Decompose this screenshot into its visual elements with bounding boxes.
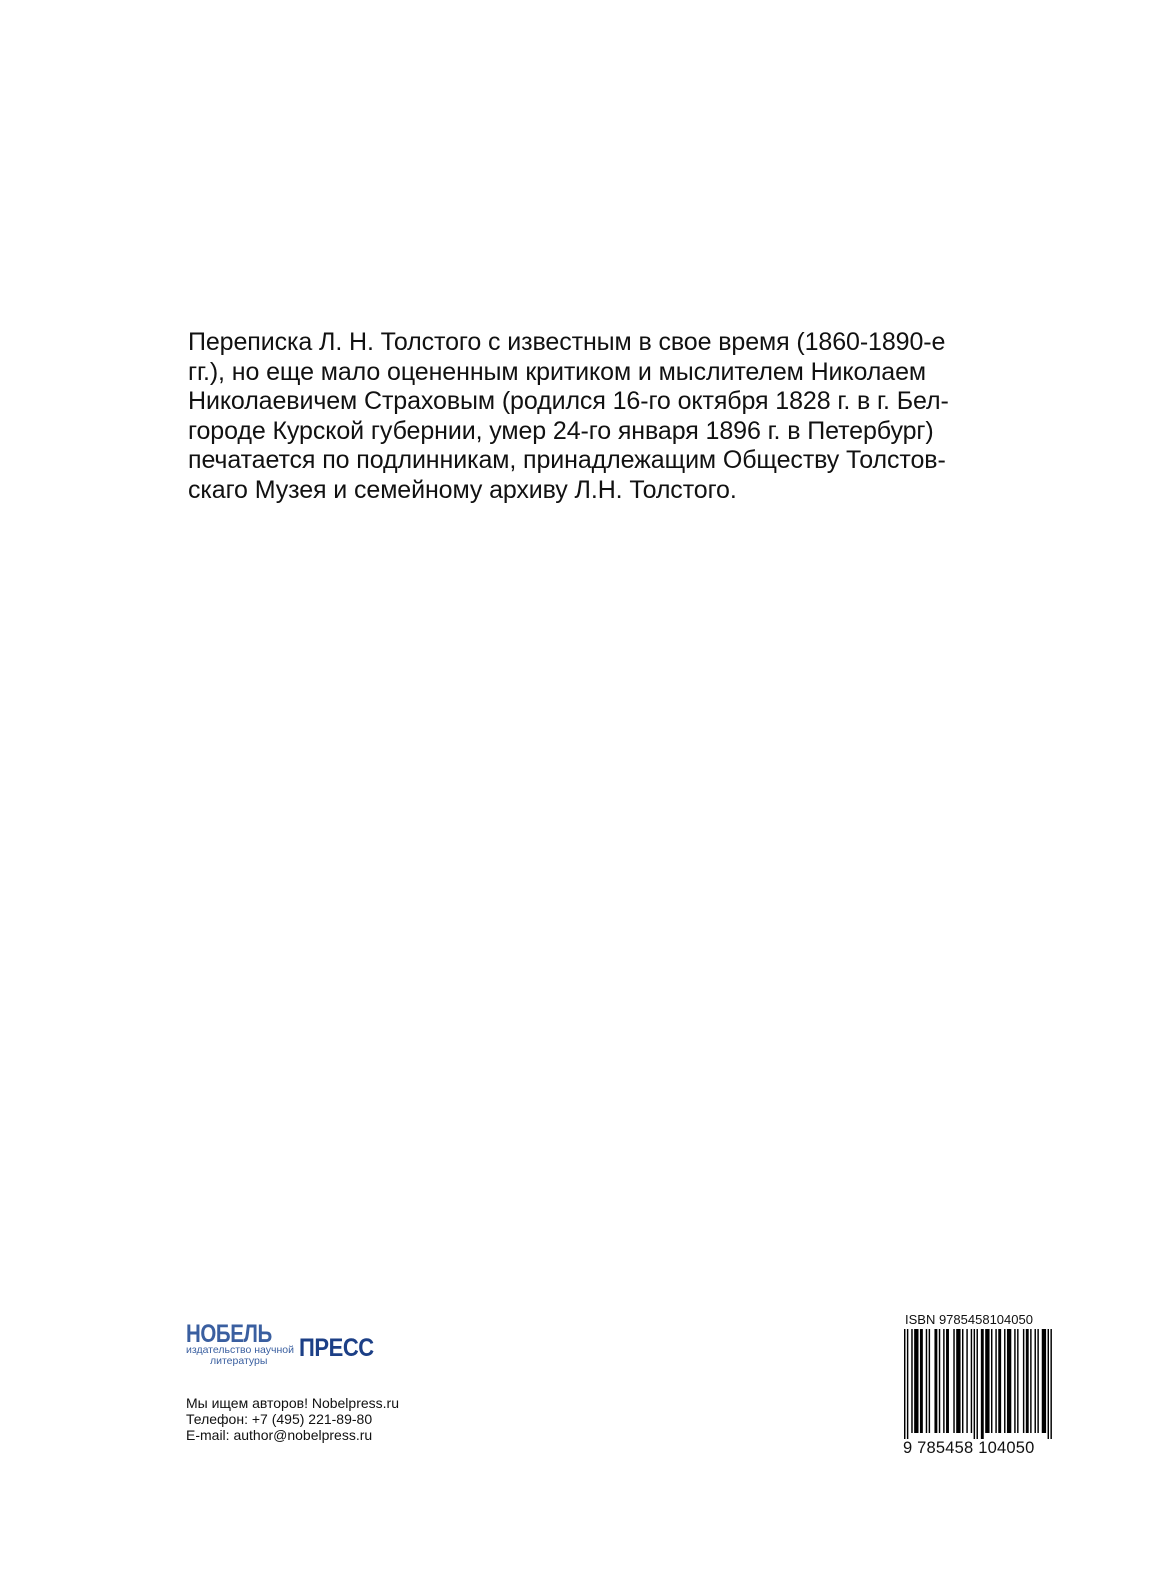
barcode-bar xyxy=(953,1329,954,1433)
barcode-bar xyxy=(991,1329,992,1433)
contact-authors-line: Мы ищем авторов! Nobelpress.ru xyxy=(186,1395,399,1411)
contact-email-line: E-mail: author@nobelpress.ru xyxy=(186,1427,373,1443)
publisher-logo xyxy=(186,1320,416,1366)
contact-phone-line: Телефон: +7 (495) 221-89-80 xyxy=(186,1411,373,1427)
barcode-bar xyxy=(926,1329,927,1433)
barcode-bar xyxy=(1023,1329,1024,1433)
description-line: гг.), но еще мало оцененным критиком и мыслителем Николаем xyxy=(188,357,926,386)
barcode-bar xyxy=(946,1329,949,1433)
barcode-bar xyxy=(1050,1329,1051,1439)
barcode-bar xyxy=(1037,1329,1038,1433)
description-line: скаго Музея и семейному архиву Л.Н. Толстого. xyxy=(188,475,737,504)
barcode-bar xyxy=(934,1329,937,1433)
barcode-bar xyxy=(971,1329,972,1433)
barcode-bar xyxy=(985,1329,989,1433)
barcode-bar xyxy=(995,1329,996,1433)
barcode-bar xyxy=(981,1329,984,1439)
description-line: Переписка Л. Н. Толстого с известным в свое время (1860-1890-е xyxy=(188,328,946,356)
barcode-digits: 9 785458 104050 xyxy=(903,1439,1058,1457)
barcode-bar xyxy=(977,1329,978,1439)
publisher-contacts xyxy=(186,1395,399,1443)
barcode-bar xyxy=(1042,1329,1046,1433)
barcode-bar xyxy=(907,1329,908,1439)
barcode-bar xyxy=(998,1329,1001,1433)
barcode-bar xyxy=(929,1329,930,1433)
barcode-bar xyxy=(1014,1329,1015,1433)
barcode-bar xyxy=(966,1329,967,1433)
barcode-bar xyxy=(904,1329,905,1439)
barcode-bar xyxy=(939,1329,940,1433)
barcode-bar xyxy=(1007,1329,1011,1433)
isbn-label: ISBN 9785458104050 xyxy=(905,1312,1033,1327)
barcode-bar xyxy=(914,1329,918,1433)
barcode-bar xyxy=(943,1329,944,1433)
logo-name-part1: НОБЕЛЬ xyxy=(186,1320,272,1348)
barcode-bar xyxy=(1030,1329,1031,1433)
barcode-bar xyxy=(956,1329,960,1433)
barcode-bar xyxy=(962,1329,963,1433)
isbn-barcode-block xyxy=(903,1312,1058,1457)
barcode-bar xyxy=(1048,1329,1049,1439)
barcode xyxy=(903,1329,1055,1439)
description-line: Николаевичем Страховым (родился 16-го октября 1828 г. в г. Бел- xyxy=(188,387,949,415)
barcode-bar xyxy=(911,1329,912,1433)
logo-name-part2: ПРЕСС xyxy=(299,1334,374,1362)
barcode-bar xyxy=(1017,1329,1018,1433)
barcode-bar xyxy=(1026,1329,1029,1433)
barcode-bar xyxy=(920,1329,923,1433)
barcode-bar xyxy=(1004,1329,1005,1433)
barcode-bar xyxy=(1035,1329,1036,1433)
logo-tagline-line1: издательство научной xyxy=(186,1344,294,1356)
logo-tagline-line2: литературы xyxy=(210,1355,268,1367)
book-description xyxy=(188,328,1048,505)
barcode-bar xyxy=(974,1329,975,1439)
description-line: городе Курской губернии, умер 24-го января 1896 г. в Петербург) xyxy=(188,416,934,445)
description-line: печатается по подлинникам, принадлежащим Обществу Толстов- xyxy=(188,446,946,474)
